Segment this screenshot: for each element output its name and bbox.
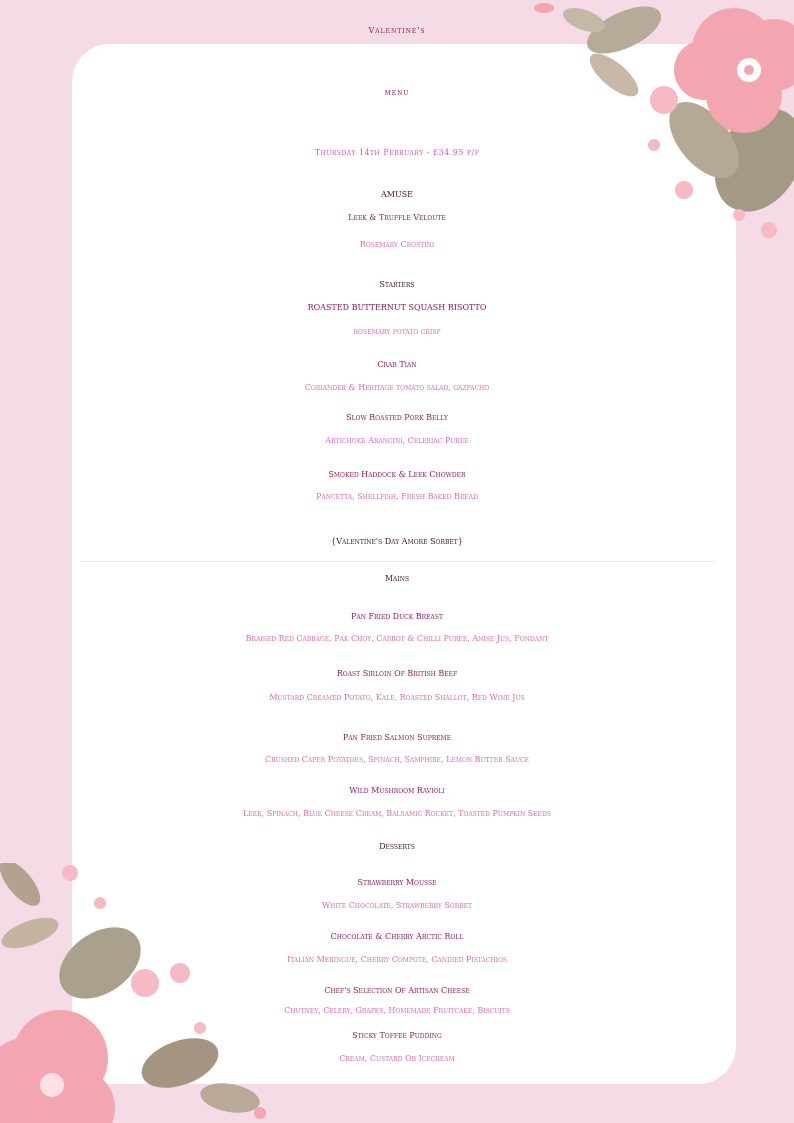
mains-heading: Mains [384, 574, 410, 583]
main-item-desc: Mustard Creamed Potato, Kale, Roasted Shallot, Red Wine Jus [269, 693, 525, 702]
main-item-desc: Leek, Spinach, Blue Cheese Cream, Balsamic Rocket, Toasted Pumpkin Seeds [243, 809, 551, 818]
starter-item-name: ROASTED BUTTERNUT SQUASH RISOTTO [307, 303, 487, 312]
starter-item-desc: Coriander & Heritage tomato salad, gazpacho [304, 383, 490, 392]
title-line-2: menu [384, 88, 410, 97]
main-item-name: Pan Fried Salmon Supreme [342, 733, 452, 742]
main-item-name: Pan Fried Duck Breast [351, 612, 443, 621]
dessert-item-name: Chocolate & Cherry Arctic Roll [330, 932, 464, 941]
starter-item-desc: Pancetta, Shellfish, Fresh Baked Bread [316, 492, 478, 501]
starter-item-name: Crab Tian [377, 360, 417, 369]
title-line-1: Valentine's [368, 26, 426, 35]
main-item-desc: Braised Red Cabbage, Pak Choy, Carrot & Chilli Puree, Anise Jus, Fondant [245, 634, 549, 643]
starter-item-name: Smoked Haddock & Leek Chowder [328, 470, 466, 479]
dessert-item-name: Sticky Toffee Pudding [352, 1031, 442, 1040]
dessert-item-desc: White Chocolate, Strawberry Sorbet [321, 901, 473, 910]
desserts-heading: Desserts [379, 842, 415, 851]
starter-item-desc: rosemary potato crisp [353, 327, 441, 336]
dessert-item-desc: Italian Meringue, Cherry Compote, Candied Pistachios [286, 955, 508, 964]
amuse-desc: Rosemary Crostini [359, 240, 435, 249]
date-price: Thursday 14th February - £34.95 p/p [314, 148, 480, 157]
starters-heading: Starters [379, 280, 415, 289]
dessert-item-name: Strawberry Mousse [357, 878, 437, 887]
amuse-heading: AMUSE [380, 190, 414, 199]
dessert-item-desc: Cream, Custard Or Icecream [339, 1054, 455, 1063]
section-divider [80, 561, 714, 562]
main-item-name: Roast Sirloin Of British Beef [336, 669, 458, 678]
sorbet-interlude: {Valentine's Day Amore Sorbet} [331, 537, 463, 546]
dessert-item-desc: Chutney, Celery, Grapes, Homemade Fruitcake, Biscuits [284, 1006, 510, 1015]
dessert-item-name: Chef's Selection Of Artisan Cheese [324, 986, 470, 995]
starter-item-desc: Artichoke Arancini, Celeriac Puree [325, 436, 469, 445]
starter-item-name: Slow Roasted Pork Belly [346, 413, 448, 422]
amuse-dish: Leek & Truffle Veloute [348, 213, 446, 222]
main-item-name: Wild Mushroom Ravioli [349, 786, 445, 795]
main-item-desc: Crushed Caper Potatoes, Spinach, Samphire, Lemon Butter Sauce [264, 755, 530, 764]
